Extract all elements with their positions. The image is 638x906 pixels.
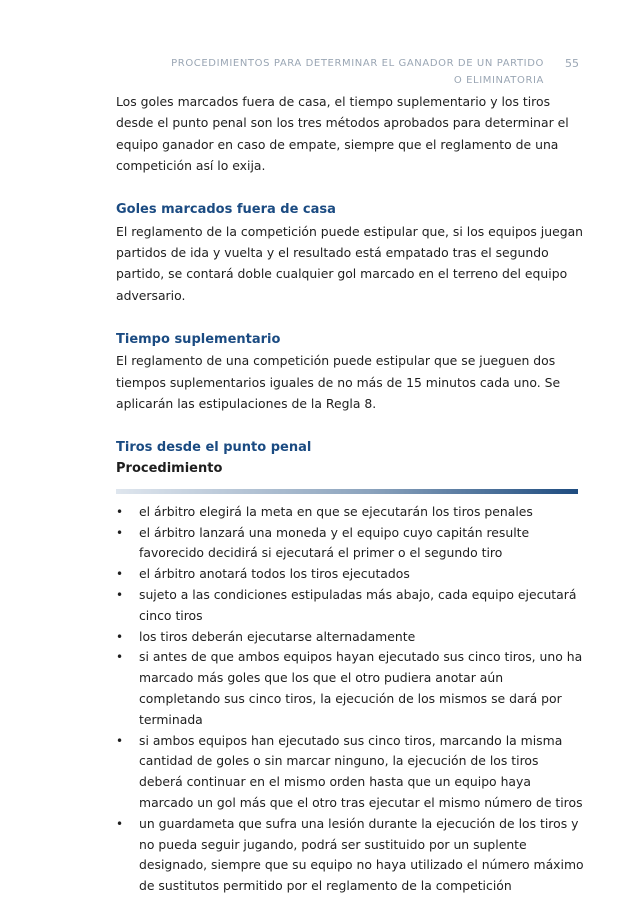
procedure-subheading: Procedimiento <box>116 460 223 476</box>
bullet-icon: • <box>116 629 124 644</box>
running-header-line-2: O ELIMINATORIA <box>453 75 544 86</box>
section-body-away-goals: El reglamento de la competición puede estipular que, si los equipos juegan partidos de ida y vuelta y el resultado está empatado tras el segundo partido, se contará doble cualquier gol marcado en el terreno del equipo adversario. <box>116 223 584 303</box>
section-penalties <box>116 437 586 897</box>
list-item-text: el árbitro lanzará una moneda y el equipo cuyo capitán resulte favorecido decidirá si ejecutará el primer o el segundo tiro <box>139 524 530 561</box>
section-body-extra-time: El reglamento de una competición puede estipular que se jueguen dos tiempos suplementarios iguales de no más de 15 minutos cada uno. Se aplicarán las estipulaciones de la Regla 8. <box>116 353 561 411</box>
bullet-icon: • <box>116 816 124 831</box>
list-item-text: si ambos equipos han ejecutado sus cinco tiros, marcando la misma cantidad de goles o sin marcar ninguno, la ejecución de los tiros deberá continuar en el mismo orden hasta que un equipo haya marcado un gol más que el otro tras ejecutar el mismo número de tiros <box>139 732 583 810</box>
list-item <box>116 731 586 814</box>
bullet-icon: • <box>116 525 124 540</box>
bullet-icon: • <box>116 567 124 582</box>
list-item-text: el árbitro anotará todos los tiros ejecutados <box>139 566 410 582</box>
bullet-icon: • <box>116 504 124 519</box>
bullet-icon: • <box>116 733 124 748</box>
running-header <box>160 55 544 89</box>
divider-rule <box>116 489 578 494</box>
list-item-text: el árbitro elegirá la meta en que se ejecutarán los tiros penales <box>139 503 533 519</box>
page-number: 55 <box>565 57 579 70</box>
bullet-icon: • <box>116 587 124 602</box>
list-item-text: un guardameta que sufra una lesión durante la ejecución de los tiros y no pueda seguir jugando, podrá ser sustituido por un suplente designado, siempre que su equipo no haya utilizado el número máximo de sustitutos permitido por el reglamento de la competición <box>139 815 584 894</box>
section-away-goals <box>116 199 586 306</box>
list-item <box>116 585 586 627</box>
section-heading-extra-time: Tiempo suplementario <box>116 331 281 347</box>
list-item-text: sujeto a las condiciones estipuladas más abajo, cada equipo ejecutará cinco tiros <box>139 586 577 623</box>
running-header-line-1: PROCEDIMIENTOS PARA DETERMINAR EL GANADOR DE UN PARTIDO <box>171 58 544 69</box>
intro-paragraph: Los goles marcados fuera de casa, el tiempo suplementario y los tiros desde el punto penal son los tres métodos aprobados para determinar el equipo ganador en caso de empate, siempre que el reglamento de una competición así lo exija. <box>116 94 569 173</box>
bullet-icon: • <box>116 650 124 665</box>
section-heading-away-goals: Goles marcados fuera de casa <box>116 202 336 218</box>
list-item <box>116 502 586 523</box>
page-content <box>116 91 586 897</box>
procedure-list <box>116 502 586 897</box>
list-item <box>116 627 586 648</box>
list-item <box>116 564 586 585</box>
list-item <box>116 647 586 730</box>
section-heading-penalties: Tiros desde el punto penal <box>116 440 312 456</box>
section-extra-time <box>116 329 586 414</box>
list-item <box>116 814 586 897</box>
list-item <box>116 523 586 565</box>
list-item-text: si antes de que ambos equipos hayan ejecutado sus cinco tiros, uno ha marcado más goles que los que el otro pudiera anotar aún completando sus cinco tiros, la ejecución de los mismos se dará por terminada <box>139 649 583 727</box>
list-item-text: los tiros deberán ejecutarse alternadamente <box>139 628 416 644</box>
